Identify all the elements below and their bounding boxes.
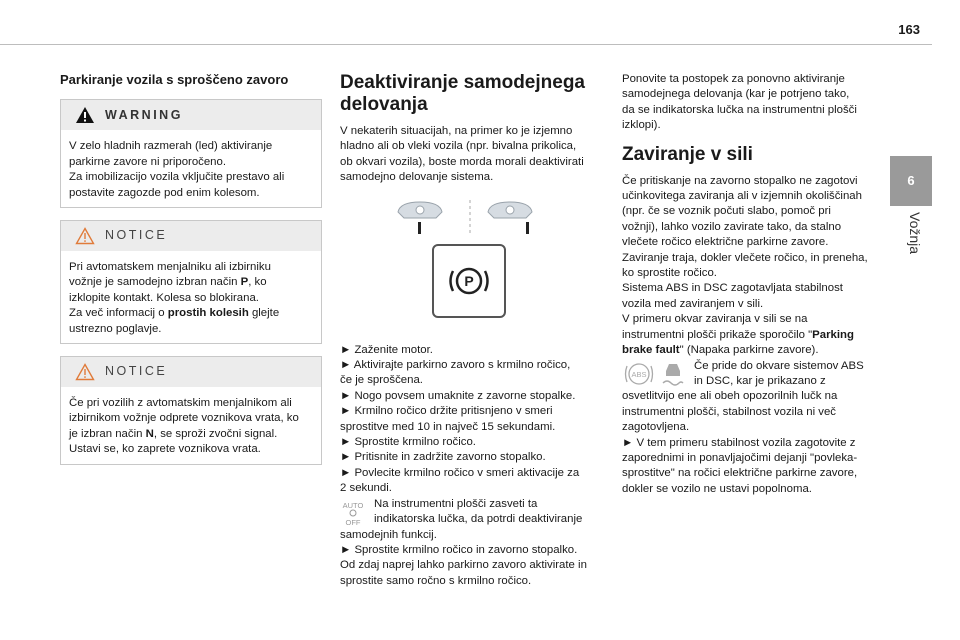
title-line: delovanja (340, 94, 428, 115)
intro-text (622, 72, 884, 134)
notice-text (61, 387, 321, 464)
text-line: Na instrumentni plošči zasveti ta (374, 497, 538, 510)
warning-label: WARNING (105, 107, 183, 122)
step-line: sprostite samo ročno s krmilno ročico. (340, 574, 532, 587)
text: Za več informacij o (69, 307, 168, 320)
text-line: in DSC, kar je prikazano z (694, 374, 826, 387)
warning-text (61, 130, 321, 207)
section-title: Zaviranje v sili (622, 143, 753, 165)
text: , ko (248, 276, 267, 289)
step-line: ► Nogo povsem umaknite z zavorne stopalke. (340, 389, 576, 402)
auto-off-bottom-text: OFF (345, 517, 361, 527)
text-line: Če pride do okvare sistemov ABS (694, 359, 864, 372)
text-line: vlečete ročico električne parkirne zavore. (622, 236, 829, 249)
column-2 (340, 72, 604, 589)
step-line: 2 sekundi. (340, 482, 392, 495)
section-title (340, 72, 604, 116)
header-rule (0, 44, 932, 45)
steps-list-2 (340, 528, 604, 590)
svg-text:P: P (464, 272, 474, 289)
notice-box-1 (60, 220, 322, 344)
text-line: dokler se vozilo ne ustavi popolnoma. (622, 482, 812, 495)
text-line: samodejno delovanje sistema. (340, 171, 494, 184)
text-line: osvetlitvijo ene ali obeh opozorilnih lučk na (622, 390, 838, 403)
step-line: ► Krmilno ročico držite pritisnjeno v smeri (340, 405, 553, 418)
text-line: izklopite kontakt. Kolesa so blokirana. (69, 291, 259, 304)
parking-brake-illustration (340, 198, 604, 333)
step-line: če je sproščena. (340, 374, 423, 387)
text-line: vozila med zaviranjem v sili. (622, 297, 764, 310)
step-line: samodejnih funkcij. (340, 528, 437, 541)
step-line: sprostitve med 10 in največ 15 sekundami. (340, 420, 556, 433)
section-title: Parkiranje vozila s sproščeno zavoro (60, 72, 289, 87)
notice-header (61, 221, 321, 251)
text-line: ustrezno poglavje. (69, 322, 162, 335)
steps-list (340, 343, 604, 497)
text-line: Če pri vozilih z avtomatskim menjalnikom ali (69, 397, 292, 410)
step-line: ► Zaženite motor. (340, 343, 433, 356)
step-line: ► Povlecite krmilno ročico v smeri aktivacije za (340, 466, 580, 479)
parking-brake-button (432, 244, 506, 318)
body-text-2 (622, 389, 884, 497)
chapter-tab[interactable]: 6 (890, 156, 932, 206)
auto-off-top-text: AUTO (342, 500, 364, 510)
text-line: samodejnega delovanja (kar je potrjeno tako, (622, 88, 850, 101)
text-line (69, 275, 313, 290)
auto-off-indicator-icon (340, 497, 366, 527)
text-line: parkirne zavore ni priporočeno. (69, 155, 227, 168)
abs-icon (622, 359, 656, 389)
intro-text (340, 124, 604, 186)
notice-label: NOTICE (105, 364, 168, 379)
abs-row (622, 359, 884, 390)
notice-header (61, 357, 321, 387)
text-line (69, 427, 313, 442)
message-text: Parking (812, 328, 854, 341)
indicator-row (340, 497, 604, 528)
text-line: zagotovljena. (622, 421, 690, 434)
parking-brake-icon (434, 246, 504, 316)
mode-p: P (240, 276, 249, 289)
brake-lever-illustration (390, 198, 570, 238)
step-line: ► Sprostite krmilno ročico. (340, 436, 476, 449)
text-line: učinkovitega zaviranja ali v izjemnih okoliščinah (622, 190, 862, 203)
text-line: ob okvari vozila), boste morda morali deaktivirati (340, 155, 584, 168)
text-line: sprostitve" na ročici električne parkirne zavore, (622, 467, 858, 480)
abs-icon-text: ABS (631, 369, 647, 379)
text-line: Ponovite ta postopek za ponovno aktiviranje (622, 73, 845, 85)
body-text (622, 174, 884, 359)
text: vožnje je samodejno izbran način (69, 276, 241, 289)
text-line: V nekaterih situacijah, na primer ko je izjemno (340, 125, 573, 137)
column-3 (622, 72, 884, 497)
text-line: V zelo hladnih razmerah (led) aktiviranje (69, 140, 273, 153)
text-line: ko sprostite ročico. (622, 267, 717, 280)
text-line: izklopi). (622, 119, 661, 132)
text-line: Sistema ABS in DSC zagotavljata stabilnost (622, 282, 843, 295)
text-line: indikatorska lučka, da potrdi deaktiviranje (374, 513, 583, 526)
mode-n: N (145, 427, 154, 440)
page-number: 163 (898, 22, 920, 37)
warning-box (60, 99, 322, 208)
text: je izbran način (69, 427, 146, 440)
notice-text (61, 251, 321, 343)
step-line: ► Aktivirajte parkirno zavoro s krmilno ročico, (340, 359, 571, 372)
step-line: ► Pritisnite in zadržite zavorno stopalko. (340, 451, 546, 464)
text-line (69, 306, 313, 321)
text-line: (npr. če se voznik počuti slabo, pomoč pri (622, 205, 831, 218)
column-1 (60, 72, 322, 477)
notice-label: NOTICE (105, 228, 168, 243)
stability-control-icon (660, 359, 686, 389)
link-free-wheels: prostih kolesih (167, 307, 249, 320)
text-line: instrumentni plošči, stabilnost vozila ni več (622, 405, 836, 418)
step-line: ► Sprostite krmilno ročico in zavorno stopalko. (340, 543, 578, 556)
text-line: ► V tem primeru stabilnost vozila zagotovite z (622, 436, 856, 449)
step-line: Od zdaj naprej lahko parkirno zavoro aktivirate in (340, 559, 587, 572)
text-line: Ustavi se, ko zaprete voznikova vrata. (69, 443, 261, 456)
warning-icon (75, 106, 95, 124)
text-line: da se indikatorska lučka na instrumentni plošči (622, 103, 857, 116)
title-line: Deaktiviranje samodejnega (340, 72, 585, 93)
text-line: izbirnikom vožnje odprete voznikova vrata, ko (69, 412, 299, 425)
text-line: Zaviranje traja, dokler vlečete ročico, in preneha, (622, 251, 868, 264)
text-line: Pri avtomatskem menjalniku ali izbirniku (69, 261, 271, 274)
text: glejte (248, 307, 280, 320)
text-line (622, 343, 884, 358)
text-line: Če pritiskanje na zavorno stopalko ne zagotovi (622, 174, 858, 187)
text: " (Napaka parkirne zavore). (679, 344, 819, 357)
text-line: Za imobilizacijo vozila vključite prestavo ali (69, 171, 285, 184)
text-line (622, 328, 884, 343)
caution-icon (75, 363, 95, 381)
text: , se sproži zvočni signal. (153, 427, 278, 440)
message-text: brake fault (622, 344, 680, 357)
caution-icon (75, 227, 95, 245)
text-line: postavite zagozde pod enim kolesom. (69, 186, 260, 199)
text-line: zaporednimi in ponavljajočimi dejanji "povleka- (622, 451, 858, 464)
warning-lamps (622, 359, 686, 389)
text: instrumentni plošči prikaže sporočilo " (622, 328, 813, 341)
warning-header (61, 100, 321, 130)
text-line: hladno ali ob vleki vozila (npr. bivalna prikolica, (340, 140, 577, 153)
text-line: V primeru okvar zaviranja v sili se na (622, 313, 808, 326)
notice-box-2 (60, 356, 322, 465)
text-line: vožnji), lahko vozilo zavirate tako, da stalno (622, 220, 842, 233)
chapter-title: Vožnja (907, 212, 923, 255)
